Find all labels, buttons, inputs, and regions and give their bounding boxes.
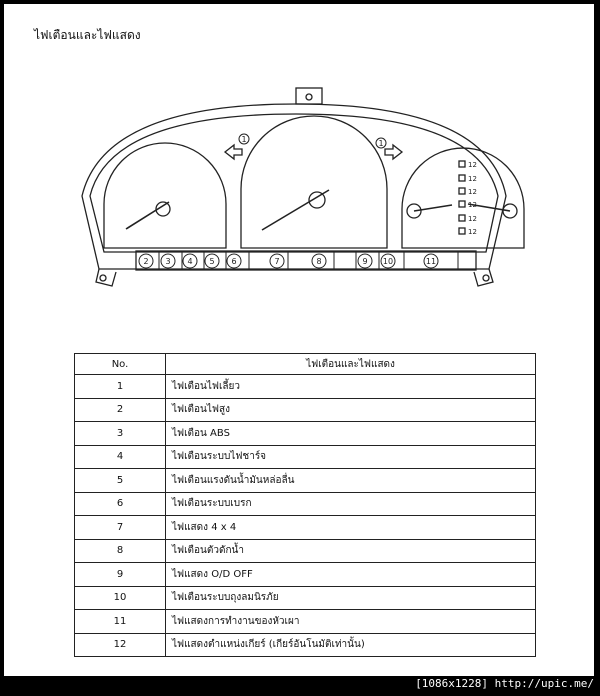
gauge-center: [241, 116, 387, 248]
row-no: 11: [75, 610, 166, 634]
header-desc: ไฟเตือนและไฟแสดง: [166, 354, 536, 375]
callout-2: 2: [143, 257, 149, 266]
row-no: 6: [75, 492, 166, 516]
callout-4: 4: [187, 257, 193, 266]
lamp-marker-1: 12: [468, 161, 477, 169]
row-no: 1: [75, 375, 166, 399]
callout-3: 3: [165, 257, 171, 266]
row-no: 10: [75, 586, 166, 610]
row-no: 4: [75, 445, 166, 469]
row-desc: ไฟเตือนไฟสูง: [166, 398, 536, 422]
table-row: [75, 516, 536, 540]
row-desc: ไฟแสดงตำแหน่งเกียร์ (เกียร์อันโนมัติเท่านั้น): [166, 633, 536, 657]
callout-10: 10: [382, 257, 394, 266]
row-desc: ไฟแสดง O/D OFF: [166, 563, 536, 587]
page-title: ไฟเตือนและไฟแสดง: [34, 28, 141, 42]
table-row: [75, 469, 536, 493]
table-row: [75, 422, 536, 446]
row-no: 5: [75, 469, 166, 493]
row-no: 8: [75, 539, 166, 563]
mount-hole-right: [483, 275, 489, 281]
row-no: 9: [75, 563, 166, 587]
callout-7: 7: [274, 257, 280, 266]
cluster-housing-inner: [90, 114, 498, 252]
table-row: [75, 563, 536, 587]
callout-6: 6: [231, 257, 237, 266]
gauge-center-needle: [262, 190, 329, 230]
table-row: [75, 633, 536, 657]
turn-left-marker-label: 1: [241, 135, 247, 144]
document-page: [4, 4, 594, 676]
instrument-cluster-diagram: [4, 4, 594, 304]
mount-tab-top: [296, 88, 322, 104]
mount-hole-top: [306, 94, 312, 100]
turn-left-arrow-icon: [225, 145, 242, 159]
row-desc: ไฟเตือน ABS: [166, 422, 536, 446]
table-row: [75, 375, 536, 399]
row-desc: ไฟเตือนระบบไฟชาร์จ: [166, 445, 536, 469]
callout-8: 8: [316, 257, 322, 266]
row-desc: ไฟเตือนแรงดันน้ำมันหล่อลื่น: [166, 469, 536, 493]
row-desc: ไฟเตือนระบบถุงลมนิรภัย: [166, 586, 536, 610]
table-row: [75, 445, 536, 469]
turn-right-arrow-icon: [385, 145, 402, 159]
mount-hole-left: [100, 275, 106, 281]
row-desc: ไฟแสดงการทำงานของหัวเผา: [166, 610, 536, 634]
table-header-row: [75, 354, 536, 375]
table-row: [75, 492, 536, 516]
table-row: [75, 398, 536, 422]
row-desc: ไฟเตือนตัวดักน้ำ: [166, 539, 536, 563]
gauge-left: [104, 143, 226, 248]
row-desc: ไฟเตือนไฟเลี้ยว: [166, 375, 536, 399]
table-row: [75, 610, 536, 634]
row-no: 12: [75, 633, 166, 657]
lamp-marker-2: 12: [468, 175, 477, 183]
table-row: [75, 539, 536, 563]
cluster-housing: [82, 104, 506, 269]
row-desc: ไฟแสดง 4 x 4: [166, 516, 536, 540]
indicator-legend-table: [74, 353, 536, 657]
indicator-strip-dividers: [159, 251, 458, 270]
row-no: 7: [75, 516, 166, 540]
turn-right-marker-label: 1: [378, 139, 384, 148]
callout-9: 9: [362, 257, 368, 266]
watermark: [1086x1228] http://upic.me/: [415, 677, 594, 690]
row-desc: ไฟเตือนระบบเบรก: [166, 492, 536, 516]
callout-5: 5: [209, 257, 215, 266]
gear-position-lamps: [459, 161, 465, 234]
row-no: 3: [75, 422, 166, 446]
lamp-marker-6: 12: [468, 228, 477, 236]
lamp-marker-4: 12: [468, 201, 477, 209]
lamp-marker-5: 12: [468, 215, 477, 223]
header-no: No.: [75, 354, 166, 375]
lamp-marker-3: 12: [468, 188, 477, 196]
table-row: [75, 586, 536, 610]
callout-11: 11: [425, 257, 437, 266]
row-no: 2: [75, 398, 166, 422]
